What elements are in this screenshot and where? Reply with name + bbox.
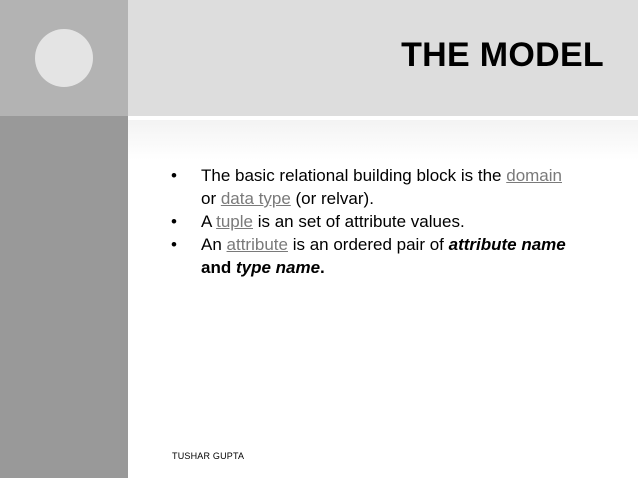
bullet-item	[170, 210, 570, 233]
bullet-text-bold: .	[320, 258, 325, 277]
bullet-item	[170, 164, 570, 210]
link-data-type[interactable]: data type	[220, 189, 291, 208]
bullet-text: is an set of attribute values.	[253, 212, 465, 231]
emphasis-type-name: type name	[235, 258, 321, 277]
slide-title: THE MODEL	[401, 36, 604, 74]
bullet-list	[170, 164, 570, 279]
link-domain[interactable]: domain	[506, 166, 562, 185]
bullet-text: The basic relational building block is the	[201, 166, 507, 185]
bullet-dot-icon: •	[171, 235, 177, 254]
sidebar-bottom-block	[0, 116, 128, 478]
decorative-circle	[35, 29, 93, 87]
bullet-dot-icon: •	[171, 212, 177, 231]
bullet-text: A	[201, 212, 217, 231]
link-attribute[interactable]: attribute	[226, 235, 288, 254]
bullet-text: or	[201, 189, 221, 208]
bullet-text: An	[201, 235, 227, 254]
link-tuple[interactable]: tuple	[216, 212, 253, 231]
bullet-text: (or relvar).	[290, 189, 374, 208]
bullet-text-bold: and	[201, 258, 236, 277]
footer-author: TUSHAR GUPTA	[172, 451, 245, 461]
content-shade	[128, 120, 638, 160]
bullet-item	[170, 233, 570, 279]
emphasis-attribute-name: attribute name	[448, 235, 566, 254]
bullet-text: is an ordered pair of	[287, 235, 449, 254]
bullet-dot-icon: •	[171, 166, 177, 185]
